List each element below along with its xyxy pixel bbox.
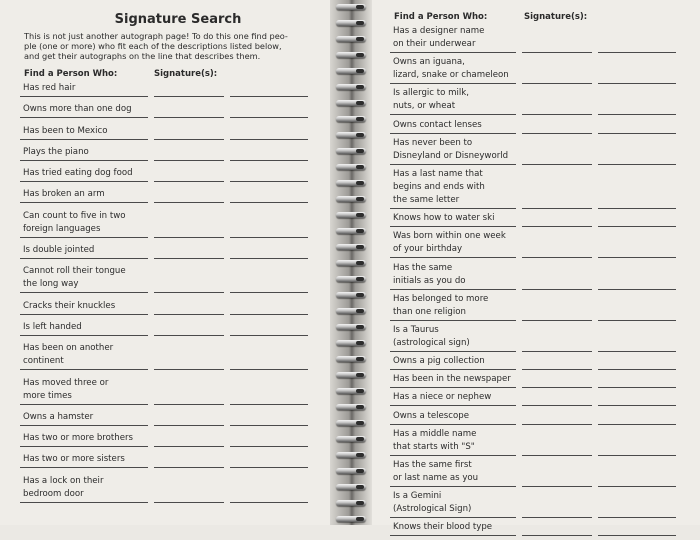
row-description bbox=[20, 300, 148, 315]
signature-row bbox=[20, 265, 316, 293]
signature-line[interactable] bbox=[598, 319, 676, 321]
spiral-coil bbox=[336, 404, 366, 410]
description-line: Has two or more brothers bbox=[23, 433, 134, 444]
signature-line[interactable] bbox=[522, 423, 592, 425]
row-description bbox=[390, 355, 516, 370]
signature-line[interactable] bbox=[230, 368, 308, 370]
description-line: the long way bbox=[23, 279, 79, 290]
row-description bbox=[390, 293, 516, 321]
signature-row bbox=[20, 146, 316, 161]
signature-line[interactable] bbox=[154, 424, 224, 426]
signature-line[interactable] bbox=[522, 82, 592, 84]
signature-row bbox=[20, 82, 316, 97]
description-line: Owns contact lenses bbox=[393, 119, 482, 130]
signature-line[interactable] bbox=[230, 257, 308, 259]
row-description bbox=[20, 167, 148, 182]
right-page bbox=[372, 0, 700, 533]
description-line: continent bbox=[23, 356, 64, 367]
signature-row bbox=[390, 230, 686, 258]
description-line: Cracks their knuckles bbox=[23, 300, 116, 311]
column-headers bbox=[24, 69, 316, 79]
description-line: than one religion bbox=[393, 306, 466, 317]
spiral-coil bbox=[336, 468, 366, 474]
signature-row bbox=[20, 321, 316, 336]
signature-line[interactable] bbox=[598, 163, 676, 165]
row-description bbox=[390, 521, 516, 536]
signature-line[interactable] bbox=[598, 386, 676, 388]
row-description bbox=[20, 82, 148, 97]
description-line: initials as you do bbox=[393, 275, 466, 286]
row-description bbox=[20, 265, 148, 293]
signature-line[interactable] bbox=[522, 516, 592, 518]
signature-line[interactable] bbox=[522, 51, 592, 53]
description-line: Has a designer name bbox=[393, 26, 485, 36]
signature-line[interactable] bbox=[598, 132, 676, 134]
description-line: Has been in the newspaper bbox=[393, 374, 511, 385]
intro-line: This is not just another autograph page! To do this one find peo- bbox=[24, 31, 288, 41]
spiral-coil bbox=[336, 372, 366, 378]
signature-line[interactable] bbox=[230, 236, 308, 238]
signature-line[interactable] bbox=[230, 291, 308, 293]
signature-row bbox=[390, 355, 686, 370]
signature-row bbox=[20, 300, 316, 315]
description-line: of your birthday bbox=[393, 244, 463, 255]
signature-row bbox=[20, 475, 316, 503]
spiral-coil bbox=[336, 180, 366, 186]
signature-row bbox=[20, 188, 316, 203]
signature-row bbox=[20, 432, 316, 447]
intro-line: and get their autographs on the line that describes them. bbox=[24, 51, 261, 61]
signature-line[interactable] bbox=[154, 257, 224, 259]
description-line: that starts with "S" bbox=[393, 441, 475, 452]
signature-row bbox=[390, 293, 686, 321]
description-line: Owns an iguana, bbox=[393, 57, 465, 68]
description-line: Owns a telescope bbox=[393, 410, 469, 421]
signature-row bbox=[390, 391, 686, 406]
signature-line[interactable] bbox=[598, 82, 676, 84]
row-description bbox=[390, 410, 516, 425]
signature-line[interactable] bbox=[522, 288, 592, 290]
spiral-coil bbox=[336, 484, 366, 490]
signature-line[interactable] bbox=[522, 404, 592, 406]
description-line: Has a niece or nephew bbox=[393, 392, 492, 403]
signature-row bbox=[20, 453, 316, 468]
signature-line[interactable] bbox=[522, 454, 592, 456]
signature-row bbox=[390, 373, 686, 388]
spiral-coil bbox=[336, 228, 366, 234]
signature-row bbox=[390, 119, 686, 134]
signature-row bbox=[390, 490, 686, 518]
signature-line[interactable] bbox=[230, 95, 308, 97]
spiral-coil bbox=[336, 276, 366, 282]
row-description bbox=[20, 125, 148, 140]
signature-line[interactable] bbox=[154, 368, 224, 370]
signature-line[interactable] bbox=[154, 159, 224, 161]
signature-line[interactable] bbox=[154, 403, 224, 405]
spiral-coil bbox=[336, 100, 366, 106]
page-title: Signature Search bbox=[114, 12, 242, 27]
signature-line[interactable] bbox=[522, 256, 592, 258]
row-description bbox=[390, 137, 516, 165]
row-description bbox=[390, 391, 516, 406]
spiral-coil bbox=[336, 116, 366, 122]
signature-row bbox=[390, 56, 686, 84]
signature-line[interactable] bbox=[230, 466, 308, 468]
row-description bbox=[20, 342, 148, 370]
spiral-coil bbox=[336, 212, 366, 218]
description-line: Has been on another bbox=[23, 343, 114, 354]
signature-line[interactable] bbox=[522, 207, 592, 209]
signature-row bbox=[390, 262, 686, 290]
description-line: Is a Taurus bbox=[393, 324, 439, 335]
row-description bbox=[390, 119, 516, 134]
signature-line[interactable] bbox=[598, 454, 676, 456]
row-description bbox=[390, 324, 516, 352]
row-description bbox=[390, 428, 516, 456]
spiral-coil bbox=[336, 84, 366, 90]
signature-line[interactable] bbox=[230, 138, 308, 140]
spiral-coil bbox=[336, 68, 366, 74]
signature-line[interactable] bbox=[154, 180, 224, 182]
spiral-coil bbox=[336, 52, 366, 58]
spiral-coil bbox=[336, 36, 366, 42]
signature-line[interactable] bbox=[154, 291, 224, 293]
signature-line[interactable] bbox=[598, 368, 676, 370]
spiral-coil bbox=[336, 500, 366, 506]
signature-line[interactable] bbox=[154, 313, 224, 315]
signature-line[interactable] bbox=[598, 404, 676, 406]
description-line: Owns more than one dog bbox=[23, 104, 132, 115]
spiral-coil bbox=[336, 420, 366, 426]
description-line: lizard, snake or chameleon bbox=[393, 70, 509, 81]
spiral-coil bbox=[336, 324, 366, 330]
spiral-coil bbox=[336, 4, 366, 10]
find-person-header: Find a Person Who: bbox=[24, 69, 118, 79]
description-line: Has tried eating dog food bbox=[23, 168, 133, 179]
spiral-coil bbox=[336, 436, 366, 442]
signature-line[interactable] bbox=[230, 445, 308, 447]
description-line: (astrological sign) bbox=[393, 337, 470, 348]
description-line: Has moved three or bbox=[23, 377, 109, 388]
left-rows bbox=[20, 82, 316, 509]
spiral-coil bbox=[336, 260, 366, 266]
description-line: Has never been to bbox=[393, 137, 473, 148]
description-line: Has the same bbox=[393, 262, 453, 273]
spiral-coil bbox=[336, 20, 366, 26]
signature-line[interactable] bbox=[522, 386, 592, 388]
signature-line[interactable] bbox=[522, 368, 592, 370]
description-line: Has broken an arm bbox=[23, 189, 105, 200]
signature-line[interactable] bbox=[154, 466, 224, 468]
right-rows bbox=[390, 25, 686, 540]
row-description bbox=[390, 490, 516, 518]
signature-line[interactable] bbox=[154, 116, 224, 118]
signature-header: Signature(s): bbox=[524, 12, 588, 22]
description-line: Has been to Mexico bbox=[23, 125, 108, 136]
spiral-coil bbox=[336, 452, 366, 458]
description-line: foreign languages bbox=[23, 223, 101, 234]
signature-row bbox=[390, 410, 686, 425]
spiral-coil bbox=[336, 244, 366, 250]
description-line: (Astrological Sign) bbox=[393, 504, 472, 515]
description-line: Is left handed bbox=[23, 321, 82, 332]
signature-line[interactable] bbox=[522, 319, 592, 321]
signature-line[interactable] bbox=[522, 225, 592, 227]
row-description bbox=[20, 244, 148, 259]
signature-line[interactable] bbox=[230, 116, 308, 118]
signature-line[interactable] bbox=[154, 236, 224, 238]
spiral-coil bbox=[336, 356, 366, 362]
row-description bbox=[390, 25, 516, 53]
signature-line[interactable] bbox=[522, 534, 592, 536]
signature-line[interactable] bbox=[154, 138, 224, 140]
signature-row bbox=[20, 411, 316, 426]
row-description bbox=[390, 212, 516, 227]
signature-line[interactable] bbox=[154, 445, 224, 447]
signature-line[interactable] bbox=[154, 95, 224, 97]
signature-row bbox=[20, 210, 316, 238]
description-line: bedroom door bbox=[23, 488, 84, 499]
signature-row bbox=[390, 212, 686, 227]
signature-row bbox=[390, 459, 686, 487]
signature-row bbox=[20, 103, 316, 118]
description-line: more times bbox=[23, 390, 72, 401]
description-line: Was born within one week bbox=[393, 231, 506, 242]
signature-line[interactable] bbox=[598, 350, 676, 352]
signature-line[interactable] bbox=[598, 225, 676, 227]
signature-line[interactable] bbox=[522, 132, 592, 134]
signature-line[interactable] bbox=[598, 207, 676, 209]
row-description bbox=[390, 168, 516, 209]
signature-row bbox=[390, 428, 686, 456]
description-line: nuts, or wheat bbox=[393, 101, 456, 112]
description-line: Can count to five in two bbox=[23, 210, 126, 221]
spiral-coil bbox=[336, 148, 366, 154]
description-line: Has two or more sisters bbox=[23, 454, 125, 465]
spiral-coil bbox=[336, 132, 366, 138]
signature-row bbox=[390, 25, 686, 53]
row-description bbox=[390, 459, 516, 487]
signature-line[interactable] bbox=[230, 334, 308, 336]
signature-line[interactable] bbox=[230, 501, 308, 503]
row-description bbox=[20, 475, 148, 503]
spiral-coil bbox=[336, 164, 366, 170]
row-description bbox=[390, 262, 516, 290]
column-headers bbox=[394, 12, 686, 22]
row-description bbox=[390, 56, 516, 84]
row-description bbox=[20, 103, 148, 118]
signature-line[interactable] bbox=[154, 201, 224, 203]
intro-text bbox=[24, 31, 316, 61]
spiral-coil bbox=[336, 196, 366, 202]
signature-row bbox=[390, 168, 686, 209]
signature-line[interactable] bbox=[598, 423, 676, 425]
row-description bbox=[20, 321, 148, 336]
description-line: Owns a hamster bbox=[23, 411, 94, 422]
description-line: begins and ends with bbox=[393, 181, 485, 192]
signature-row bbox=[20, 125, 316, 140]
signature-line[interactable] bbox=[598, 516, 676, 518]
description-line: Has belonged to more bbox=[393, 293, 489, 304]
signature-line[interactable] bbox=[230, 313, 308, 315]
signature-line[interactable] bbox=[230, 403, 308, 405]
description-line: Has red hair bbox=[23, 83, 76, 93]
row-description bbox=[20, 210, 148, 238]
signature-line[interactable] bbox=[598, 485, 676, 487]
signature-line[interactable] bbox=[522, 350, 592, 352]
signature-line[interactable] bbox=[522, 113, 592, 115]
row-description bbox=[20, 377, 148, 405]
spiral-coil bbox=[336, 308, 366, 314]
signature-line[interactable] bbox=[598, 534, 676, 536]
row-description bbox=[20, 411, 148, 426]
signature-row bbox=[390, 137, 686, 165]
description-line: Cannot roll their tongue bbox=[23, 266, 126, 277]
spiral-coil bbox=[336, 340, 366, 346]
description-line: Has a last name that bbox=[393, 168, 483, 179]
description-line: Knows how to water ski bbox=[393, 213, 495, 224]
signature-row bbox=[390, 324, 686, 352]
signature-row bbox=[20, 244, 316, 259]
signature-row bbox=[20, 167, 316, 182]
row-description bbox=[390, 87, 516, 115]
signature-line[interactable] bbox=[598, 256, 676, 258]
signature-line[interactable] bbox=[230, 424, 308, 426]
description-line: Disneyland or Disneyworld bbox=[393, 150, 509, 161]
description-line: Has the same first bbox=[393, 460, 472, 470]
description-line: Is double jointed bbox=[23, 245, 95, 256]
row-description bbox=[20, 146, 148, 161]
signature-line[interactable] bbox=[598, 51, 676, 53]
signature-line[interactable] bbox=[598, 113, 676, 115]
spiral-coil bbox=[336, 388, 366, 394]
spiral-coil bbox=[336, 292, 366, 298]
signature-line[interactable] bbox=[230, 159, 308, 161]
left-page bbox=[0, 0, 330, 525]
description-line: Owns a pig collection bbox=[393, 356, 485, 367]
row-description bbox=[20, 432, 148, 447]
signature-header: Signature(s): bbox=[154, 69, 218, 79]
signature-line[interactable] bbox=[598, 288, 676, 290]
signature-row bbox=[20, 377, 316, 405]
description-line: Has a lock on their bbox=[23, 475, 104, 486]
signature-line[interactable] bbox=[522, 163, 592, 165]
signature-line[interactable] bbox=[230, 201, 308, 203]
description-line: Is allergic to milk, bbox=[393, 88, 469, 99]
intro-line: ple (one or more) who fit each of the descriptions listed below, bbox=[24, 41, 282, 51]
signature-row bbox=[390, 521, 686, 536]
description-line: on their underwear bbox=[393, 39, 476, 49]
description-line: Plays the piano bbox=[23, 146, 89, 157]
row-description bbox=[20, 188, 148, 203]
spiral-coil bbox=[336, 516, 366, 522]
signature-row bbox=[20, 342, 316, 370]
spiral-binding bbox=[330, 0, 372, 525]
description-line: the same letter bbox=[393, 194, 460, 205]
signature-line[interactable] bbox=[230, 180, 308, 182]
description-line: or last name as you bbox=[393, 473, 479, 483]
signature-line[interactable] bbox=[154, 501, 224, 503]
description-line: Is a Gemini bbox=[393, 491, 442, 502]
signature-line[interactable] bbox=[522, 485, 592, 487]
find-person-header: Find a Person Who: bbox=[394, 12, 488, 22]
signature-row bbox=[390, 87, 686, 115]
row-description bbox=[390, 230, 516, 258]
description-line: Has a middle name bbox=[393, 428, 477, 439]
description-line: Knows their blood type bbox=[393, 522, 493, 533]
row-description bbox=[390, 373, 516, 388]
row-description bbox=[20, 453, 148, 468]
signature-line[interactable] bbox=[154, 334, 224, 336]
